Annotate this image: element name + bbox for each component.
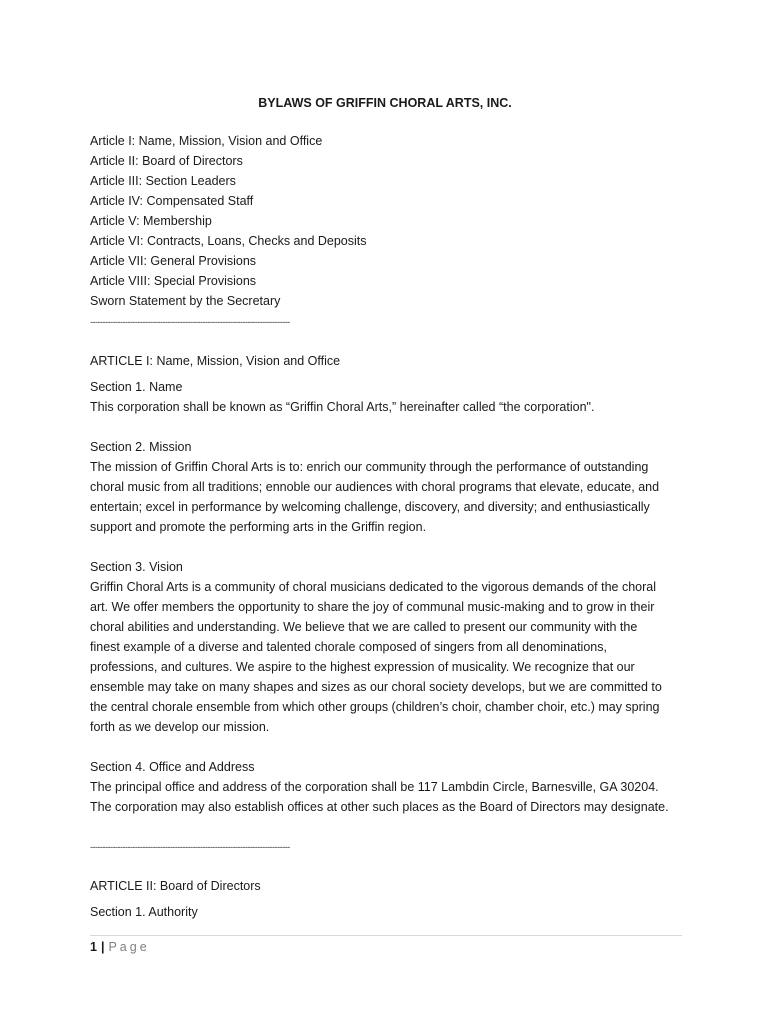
toc-item: Article IV: Compensated Staff (90, 194, 254, 208)
article-heading: ARTICLE II: Board of Directors (90, 879, 261, 893)
section-divider: -------------------------------------------------------------------------------- (90, 842, 290, 852)
article-1-section-2 (90, 437, 690, 537)
section-heading: Section 3. Vision (90, 560, 183, 574)
article-2-heading (90, 876, 690, 896)
toc-item: Article V: Membership (90, 214, 212, 228)
section-heading: Section 2. Mission (90, 440, 192, 454)
page-footer (90, 938, 150, 956)
section-text-line: ensemble may take on many shapes and sizes as our choral society develops, but we are committed to (90, 680, 662, 694)
section-text-line: finest example of a diverse and talented chorale composed of singers from all denominations, (90, 640, 607, 654)
section-text-line: forth as we develop our mission. (90, 720, 270, 734)
section-text-line: art. We offer members the opportunity to share the joy of communal music-making and to grow in their (90, 600, 655, 614)
section-text-line: The principal office and address of the corporation shall be 117 Lambdin Circle, Barnesville, GA 30204. (90, 780, 659, 794)
section-heading: Section 1. Name (90, 380, 183, 394)
section-text-line: choral abilities and understanding. We believe that we are called to present our community with the (90, 620, 638, 634)
article-1-section-1 (90, 377, 690, 417)
section-heading: Section 1. Authority (90, 905, 198, 919)
section-heading: Section 4. Office and Address (90, 760, 255, 774)
toc-item: Article VIII: Special Provisions (90, 274, 257, 288)
section-text-line: entertain; excel in performance by welcoming challenge, discovery, and diversity; and enthusiastically (90, 500, 650, 514)
toc-item: Sworn Statement by the Secretary (90, 294, 281, 308)
table-of-contents (90, 131, 690, 311)
footer-separator: | (100, 940, 105, 954)
toc-item: Article VII: General Provisions (90, 254, 257, 268)
page-number: 1 (90, 940, 97, 954)
toc-item: Article VI: Contracts, Loans, Checks and Deposits (90, 234, 367, 248)
section-text-line: The corporation may also establish offices at other such places as the Board of Directors may designate. (90, 800, 669, 814)
article-2-section-1 (90, 902, 690, 922)
page-label: Page (108, 940, 150, 954)
footer-divider (90, 935, 682, 936)
article-1-heading (90, 351, 690, 371)
document-title: BYLAWS OF GRIFFIN CHORAL ARTS, INC. (258, 96, 512, 110)
toc-item: Article III: Section Leaders (90, 174, 236, 188)
section-text-line: Griffin Choral Arts is a community of choral musicians dedicated to the vigorous demands of the choral (90, 580, 657, 594)
section-text-line: professions, and cultures. We aspire to the highest expression of musicality. We recognize that our (90, 660, 635, 674)
section-divider: -------------------------------------------------------------------------------- (90, 317, 290, 327)
section-text-line: support and promote the performing arts in the Griffin region. (90, 520, 427, 534)
article-1-section-4 (90, 757, 690, 817)
article-heading: ARTICLE I: Name, Mission, Vision and Office (90, 354, 341, 368)
section-text-line: choral music from all traditions; ennoble our audiences with choral programs that elevate, educate, and (90, 480, 660, 494)
toc-item: Article I: Name, Mission, Vision and Office (90, 134, 323, 148)
section-text: This corporation shall be known as “Griffin Choral Arts,” hereinafter called “the corporation". (90, 400, 595, 414)
section-text-line: The mission of Griffin Choral Arts is to: enrich our community through the performance of outstanding (90, 460, 649, 474)
article-1-section-3 (90, 557, 690, 737)
toc-item: Article II: Board of Directors (90, 154, 243, 168)
section-text-line: the central chorale ensemble from which other groups (children’s choir, chamber choir, etc.) may spring (90, 700, 660, 714)
